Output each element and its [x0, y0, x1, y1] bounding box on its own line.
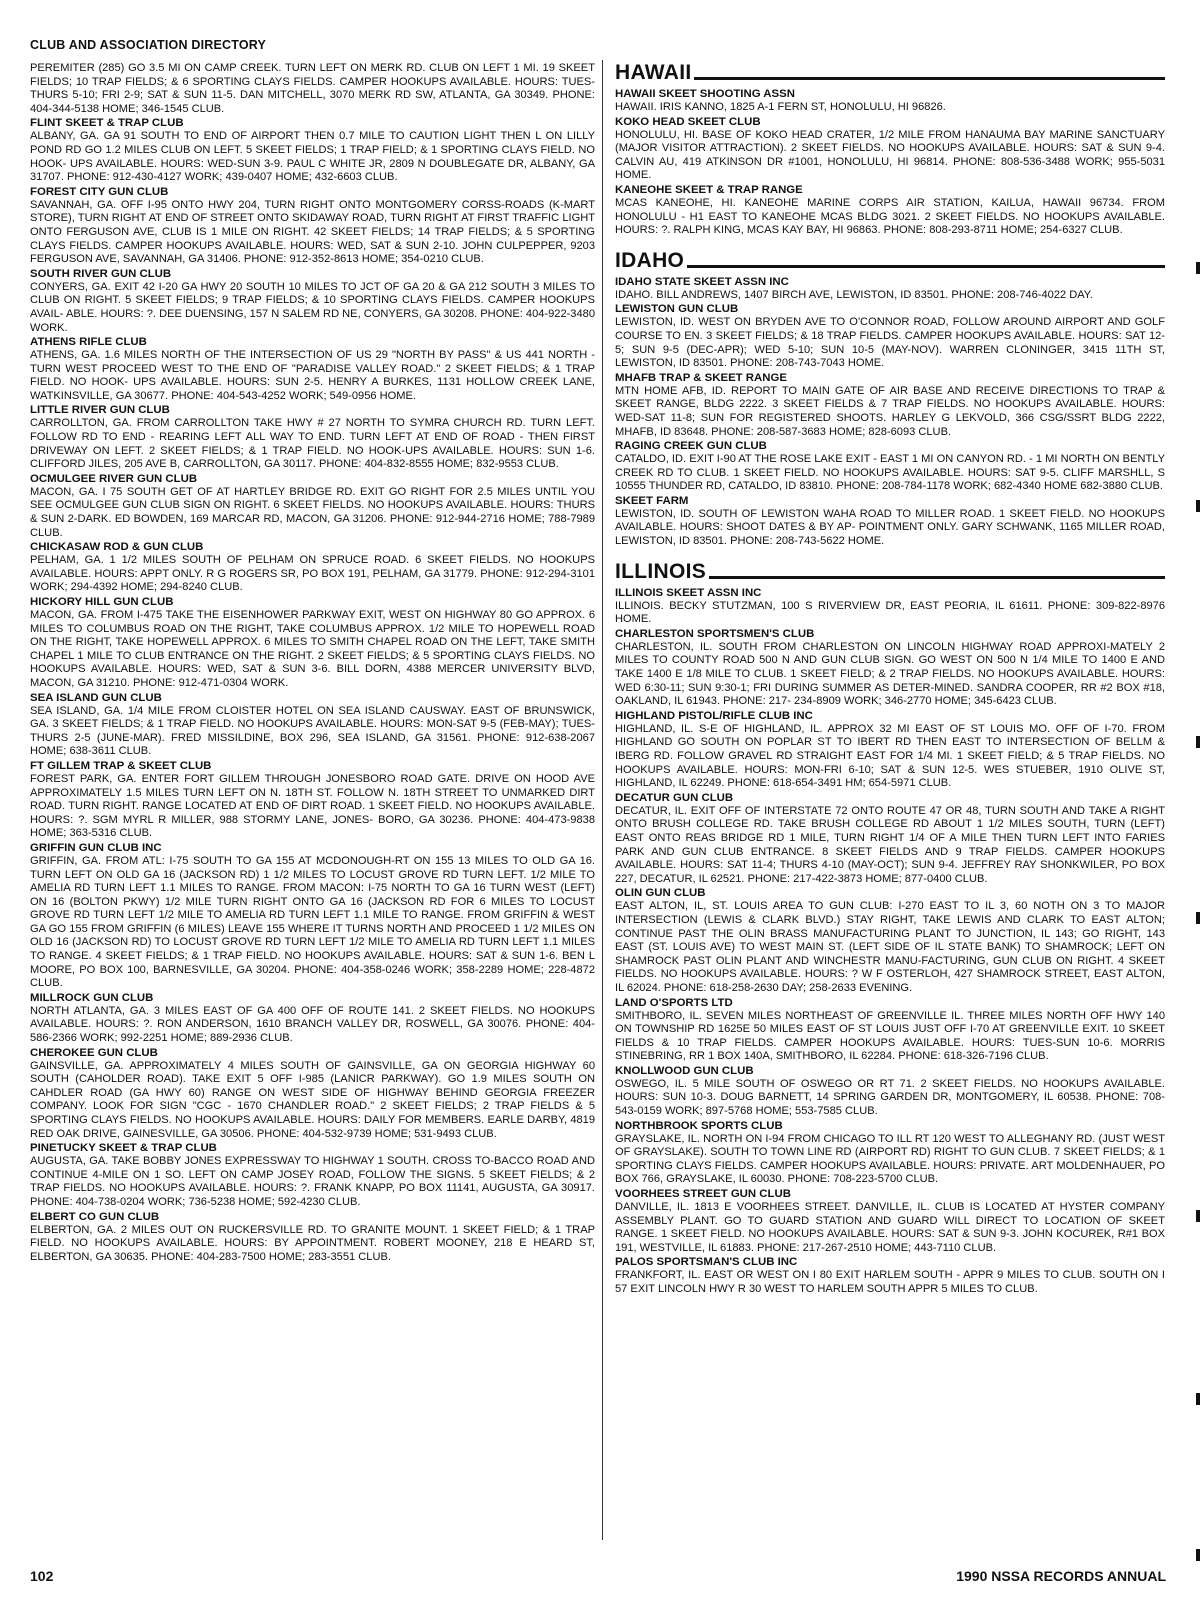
- club-entry: [615, 710, 1165, 791]
- club-name: DECATUR GUN CLUB: [615, 791, 734, 804]
- state-heading: [615, 250, 1165, 272]
- club-details: CARROLLTON, GA. FROM CARROLLTON TAKE HWY # 27 NORTH TO SYMRA CHURCH RD. TURN LEFT. FOLLOW RD TO END - REARING LEFT ALL WAY TO END. TURN LEFT AT END OF ROAD - THEN FIRST DRIVEWAY ON LEFT. 2 SKEET FIELDS; & 1 TRAP FIELD. NO HOOK-UPS AVAILABLE. HOURS: SUN 1-6. CLIFFORD JILES, 205 AVE B, CARROLLTON, GA 30117. PHONE: 404-832-8555 HOME; 832-9553 CLUB.: [30, 417, 595, 471]
- club-details: PELHAM, GA. 1 1/2 MILES SOUTH OF PELHAM ON SPRUCE ROAD. 6 SKEET FIELDS. NO HOOKUPS AVAILABLE. HOURS: APPT ONLY. R G ROGERS SR, PO BOX 191, PELHAM, GA 31779. PHONE: 912-294-3101 WORK; 294-4392 HOME; 294-8240 CLUB.: [30, 554, 595, 594]
- club-entry: [30, 473, 595, 540]
- club-details: SAVANNAH, GA. OFF I-95 ONTO HWY 204, TURN RIGHT ONTO MONTGOMERY CORSS-ROADS (K-MART STORE), TURN RIGHT AT END OF STREET ONTO SKIDAWAY ROAD, TURN RIGHT AT FIRST TRAFFIC LIGHT ONTO FERGUSON AVE, CLUB IS 1 MILE ON RIGHT. 42 SKEET FIELDS; 14 TRAP FIELDS; & 5 SPORTING CLAYS FIELDS. CAMPER HOOKUPS AVAILABLE. HOURS: WED, SAT & SUN 2-10. JOHN CULPEPPER, 9203 FERGUSON AVE, SAVANNAH, GA 31406. PHONE: 912-352-8613 HOME; 354-0210 CLUB.: [30, 198, 595, 266]
- club-name: OCMULGEE RIVER GUN CLUB: [30, 472, 198, 485]
- club-details: LEWISTON, ID. WEST ON BRYDEN AVE TO O'CONNOR ROAD, FOLLOW AROUND AIRPORT AND GOLF COURSE TO EN. 3 SKEET FIELDS; & 18 TRAP FIELDS. CAMPER HOOKUPS AVAILABLE. HOURS: SAT 12-5; SUN 9-5 (DEC-APR); WED 5-10; SUN 10-5 (MAY-NOV). WARREN CLONINGER, 3415 11TH ST, LEWISTON, ID 83501. PHONE: 208-743-7043 HOME.: [615, 316, 1165, 370]
- club-entry: [30, 62, 595, 116]
- club-name: RAGING CREEK GUN CLUB: [615, 440, 767, 453]
- club-entry: [615, 184, 1165, 238]
- club-entry: [30, 1142, 595, 1209]
- club-details: ATHENS, GA. 1.6 MILES NORTH OF THE INTERSECTION OF US 29 "NORTH BY PASS" & US 441 NORTH - TURN WEST PROCEED WEST TO THE END OF "PARADISE VALLEY ROAD." 2 SKEET FIELDS; & 1 TRAP FIELD. NO HOOK- UPS AVAILABLE. HOURS: SUN 2-5. HENRY A BURKES, 1131 HOLLOW CREEK LANE, WATKINSVILLE, GA 30677. PHONE: 404-543-4252 WORK; 549-0956 HOME.: [30, 349, 595, 402]
- club-name: HIGHLAND PISTOL/RIFLE CLUB INC: [615, 709, 813, 722]
- club-name: KNOLLWOOD GUN CLUB: [615, 1064, 754, 1077]
- club-entry: [30, 760, 595, 841]
- club-details: ELBERTON, GA. 2 MILES OUT ON RUCKERSVILLE RD. TO GRANITE MOUNT. 1 SKEET FIELD; & 1 TRAP FIELD. NO HOOKUPS AVAILABLE. HOURS: BY APPOINTMENT. ROBERT MOONEY, 218 E HEARD ST, ELBERTON, GA 30635. PHONE: 404-283-7500 HOME; 283-3551 CLUB.: [30, 1223, 595, 1263]
- edge-mark: [1196, 736, 1200, 748]
- state-section: [615, 62, 1165, 238]
- club-entry: [615, 116, 1165, 183]
- edge-mark: [1196, 1549, 1200, 1561]
- edge-mark: [1196, 262, 1200, 274]
- publication-title: 1990 NSSA RECORDS ANNUAL: [956, 1568, 1166, 1584]
- club-details: MACON, GA. I 75 SOUTH GET OF AT HARTLEY BRIDGE RD. EXIT GO RIGHT FOR 2.5 MILES UNTIL YOU SEE OCMULGEE GUN CLUB SIGN ON RIGHT. 6 SKEET FIELDS. NO HOOKUPS AVAILABLE. HOURS: THURS & SUN 2-DARK. ED BOWDEN, 169 MARCAR RD, MACON, GA 31206. PHONE: 912-944-2716 HOME; 788-7989 CLUB.: [30, 485, 595, 539]
- left-column: [30, 62, 595, 1265]
- club-name: CHARLESTON SPORTSMEN'S CLUB: [615, 627, 815, 640]
- club-details: DECATUR, IL. EXIT OFF OF INTERSTATE 72 ONTO ROUTE 47 OR 48, TURN SOUTH AND TAKE A RIGHT ONTO BRUSH COLLEGE RD. TAKE BRUSH COLLEGE RD ABOUT 1 1/2 MILES SOUTH, TURN (LEFT) EAST ONTO REAS BRIDGE RD 1 MILE, TURN RIGHT 1/4 OF A MILE THEN TURN LEFT INTO FARIES PARK AND GUN CLUB ENTRANCE. 8 SKEET FIELDS AND 9 TRAP FIELDS. CAMPER HOOKUPS AVAILABLE. HOURS: SAT 11-4; THURS 4-10 (MAY-OCT); SUN 9-4. JEFFREY RAY SHONKWILER, PO BOX 227, DECATUR, IL 62521. PHONE: 217-422-3873 HOME; 877-0400 CLUB.: [615, 804, 1165, 885]
- club-details: MTN HOME AFB, ID. REPORT TO MAIN GATE OF AIR BASE AND RECEIVE DIRECTIONS TO TRAP & SKEET RANGE, BLDG 2222. 3 SKEET FIELDS & 7 TRAP FIELDS. NO HOOKUPS AVAILABLE. HOURS: WED-SAT 11-8; SUN FOR REGISTERED SHOOTS. HARLEY G LEKVOLD, 366 CSG/SSRT BLDG 2222, MHAFB, ID 83648. PHONE: 208-587-3683 HOME; 828-6093 CLUB.: [615, 384, 1165, 438]
- club-details: FRANKFORT, IL. EAST OR WEST ON I 80 EXIT HARLEM SOUTH - APPR 9 MILES TO CLUB. SOUTH ON I 57 EXIT LINCOLN HWY R 30 WEST TO HARLEM SOUTH APPR 5 MILES TO CLUB.: [615, 1269, 1165, 1295]
- state-section: [615, 561, 1165, 1297]
- club-entry: [615, 887, 1165, 995]
- club-name: OLIN GUN CLUB: [615, 887, 706, 900]
- right-column: [615, 62, 1165, 1309]
- club-name: ILLINOIS SKEET ASSN INC: [615, 586, 762, 599]
- club-details: LEWISTON, ID. SOUTH OF LEWISTON WAHA ROAD TO MILLER ROAD. 1 SKEET FIELD. NO HOOKUPS AVAILABLE. HOURS: SHOOT DATES & BY AP- POINTMENT ONLY. GARY SCHWANK, 1165 MILLER ROAD, LEWISTON, ID 83501. PHONE: 208-743-5622 HOME.: [615, 507, 1165, 548]
- club-entry: [615, 303, 1165, 370]
- club-name: ELBERT CO GUN CLUB: [30, 1210, 160, 1223]
- club-name: ATHENS RIFLE CLUB: [30, 336, 147, 349]
- club-name: CHICKASAW ROD & GUN CLUB: [30, 541, 204, 554]
- club-name: LITTLE RIVER GUN CLUB: [30, 404, 170, 417]
- state-rule: [687, 265, 1165, 268]
- club-name: PINETUCKY SKEET & TRAP CLUB: [30, 1142, 217, 1155]
- club-name: SEA ISLAND GUN CLUB: [30, 691, 162, 704]
- club-name: HICKORY HILL GUN CLUB: [30, 596, 174, 608]
- club-entry: [615, 1065, 1165, 1119]
- club-entry: [30, 186, 595, 267]
- page-number: 102: [30, 1568, 54, 1584]
- club-entry: [615, 1188, 1165, 1255]
- column-divider: [602, 60, 603, 1540]
- club-name: CHEROKEE GUN CLUB: [30, 1046, 158, 1059]
- club-details: HONOLULU, HI. BASE OF KOKO HEAD CRATER, 1/2 MILE FROM HANAUMA BAY MARINE SANCTUARY (MAJOR VISITOR ATTRACTION). 2 SKEET FIELDS. NO HOOKUPS AVAILABLE. HOURS: SAT & SUN 9-4. CALVIN AU, 419 ATKINSON DR #1001, HONOLULU, HI 96814. PHONE: 808-536-3488 WORK; 955-5031 HOME.: [615, 128, 1165, 182]
- club-entry: [30, 268, 595, 335]
- club-entry: [615, 276, 1165, 303]
- club-name: SOUTH RIVER GUN CLUB: [30, 267, 172, 280]
- state-name: IDAHO: [615, 248, 685, 272]
- club-details: GRIFFIN, GA. FROM ATL: I-75 SOUTH TO GA 155 AT MCDONOUGH-RT ON 155 13 MILES TO OLD GA 16. TURN LEFT ON OLD GA 16 (JACKSON RD) 1 1/2 MILES TO LOCUST GROVE RD TURN LEFT. 1/2 MILE TO AMELIA RD TURN LEFT 1.1 MILES TO RANGE. FROM MACON: I-75 NORTH TO GA 16 TURN WEST (LEFT) ON 16 (BOLTON PKWY) 1/2 MILE TURN RIGHT ONTO GA 16 (JACKSON RD FOR 6 MILES TO LOCUST GROVE RD TURN LEFT 1/2 MILE TO AMELIA RD TURN LEFT 1.1 MILE TO RANGE. FROM GRIFFIN & WEST GA GO 155 FROM GRIFFIN (6 MILES) LEAVE 155 WHERE IT TURNS NORTH AND PROCEED 1 1/2 MILES ON OLD 16 (JACKSON RD) TO LOCUST GROVE RD TURN LEFT 1/2 MILE TO AMELIA RD TURN LEFT 1.1 MILES TO RANGE. 4 SKEET FIELDS; & 1 TRAP FIELD. NO HOOKUPS AVAILABLE. HOURS: SAT & SUN 1-6. BEN L MOORE, PO BOX 100, BARNESVILLE, GA 30204. PHONE: 404-358-0246 WORK; 358-2289 HOME; 228-4872 CLUB.: [30, 854, 595, 990]
- club-name: HAWAII SKEET SHOOTING ASSN: [615, 88, 795, 100]
- directory-header: CLUB AND ASSOCIATION DIRECTORY: [30, 38, 267, 52]
- club-details: ILLINOIS. BECKY STUTZMAN, 100 S RIVERVIEW DR, EAST PEORIA, IL 61611. PHONE: 309-822-8976 HOME.: [615, 599, 1165, 626]
- club-details: PEREMITER (285) GO 3.5 MI ON CAMP CREEK. TURN LEFT ON MERK RD. CLUB ON LEFT 1 MI. 19 SKEET FIELDS; 10 TRAP FIELDS; & 6 SPORTING CLAYS FIELDS. CAMPER HOOKUPS AVAILABLE. HOURS: TUES-THURS 5-10; FRI 2-9; SAT & SUN 11-5. DAN MITCHELL, 3070 MERK RD SW, ATLANTA, GA 30349. PHONE: 404-344-5138 HOME; 346-1545 CLUB.: [30, 62, 595, 115]
- club-entry: [30, 117, 595, 184]
- club-name: FOREST CITY GUN CLUB: [30, 185, 169, 198]
- club-entry: [615, 372, 1165, 439]
- edge-mark: [1196, 500, 1200, 512]
- club-details: GAINSVILLE, GA. APPROXIMATELY 4 MILES SOUTH OF GAINSVILLE, GA ON GEORGIA HIGHWAY 60 SOUTH (CAHOLDER ROAD). TAKE EXIT 5 OFF I-985 (LANICR PARKWAY). GO 1.9 MILES SOUTH ON CAHDLER ROAD (GA HWY 60) RANGE ON WEST SIDE OF HIGHWAY BEHIND GEORGIA FREEZER COMPANY. LOOK FOR SIGN "CGC - 1670 CHANDLER ROAD." 2 SKEET FIELDS; 2 TRAP FIELDS & 5 SPORTING CLAYS FIELDS. NO HOOKUPS AVAILABLE. HOURS: DAILY FOR MEMBERS. EARLE DARBY, 4819 RED OAK DRIVE, GAINESVILLE, GA 30506. PHONE: 404-532-9739 HOME; 531-9493 CLUB.: [30, 1059, 595, 1140]
- club-entry: [615, 1120, 1165, 1187]
- club-entry: [30, 541, 595, 595]
- state-rule: [709, 576, 1165, 579]
- edge-mark: [1196, 1393, 1200, 1405]
- club-name: GRIFFIN GUN CLUB INC: [30, 841, 162, 854]
- club-details: FOREST PARK, GA. ENTER FORT GILLEM THROUGH JONESBORO ROAD GATE. DRIVE ON HOOD AVE APPROXIMATELY 1.5 MILES TURN LEFT ON N. 18TH ST. FOLLOW N. 18TH STREET TO UNMARKED DIRT ROAD. TURN RIGHT. RANGE LOCATED AT END OF DIRT ROAD. 1 SKEET FIELD. NO HOOKUPS AVAILABLE. HOURS: ?. SGM MYRL R MILLER, 988 STORMY LANE, JONES- BORO, GA 30236. PHONE: 404-473-9838 HOME; 363-5316 CLUB.: [30, 772, 595, 840]
- club-entry: [30, 336, 595, 403]
- club-entry: [615, 997, 1165, 1064]
- club-details: HIGHLAND, IL. S-E OF HIGHLAND, IL. APPROX 32 MI EAST OF ST LOUIS MO. OFF OF I-70. FROM HIGHLAND GO SOUTH ON POPLAR ST TO IBERT RD THEN EAST TO INTERSECTION OF BELLM & IBERG RD. FOLLOW GRAVEL RD STRAIGHT EAST FOR 1/4 MI. 1 SKEET FIELD; & 5 TRAP FIELDS. NO HOOKUPS AVAILABLE. HOURS: MON-FRI 6-10; SAT & SUN 12-5. WES STUEBER, 1910 OLIVE ST, HIGHLAND, IL 62249. PHONE: 618-654-3491 HM; 654-5971 CLUB.: [615, 722, 1165, 790]
- club-entry: [30, 992, 595, 1046]
- club-details: EAST ALTON, IL, ST. LOUIS AREA TO GUN CLUB: I-270 EAST TO IL 3, 60 NOTH ON 3 TO MAJOR INTERSECTION (LEWIS & CLARK BLVD.) STAY RIGHT, TAKE LEWIS AND CLARK TO EAST ALTON; CONTINUE PAST THE OLIN BRASS MANUFACTURING PLANT TO JUNCTION, IL 143; GO RIGHT, 143 EAST (ST. LOUIS AVE) TO WEST MAIN ST. (LEFT SIDE OF IL STATE BANK) TO SHAMROCK; LEFT ON SHAMROCK PAST OLIN PLANT AND WINCHESTR MANU-FACTURING, GUN CLUB ON RIGHT. 4 SKEET FIELDS. NO HOOKUPS AVAILABLE. HOURS: ? W F OSTERLOH, 427 SHAMROCK STREET, EAST ALTON, IL 62024. PHONE: 618-258-2630 DAY; 258-2633 EVENING.: [615, 900, 1165, 994]
- state-rule: [694, 77, 1165, 80]
- club-entry: [615, 88, 1165, 115]
- club-entry: [30, 842, 595, 991]
- club-entry: [30, 1211, 595, 1265]
- club-entry: [615, 587, 1165, 627]
- edge-mark: [1196, 912, 1200, 924]
- club-entry: [615, 495, 1165, 549]
- club-name: KOKO HEAD SKEET CLUB: [615, 115, 761, 128]
- club-name: LAND O'SPORTS LTD: [615, 996, 733, 1009]
- state-section: [615, 250, 1165, 549]
- club-details: IDAHO. BILL ANDREWS, 1407 BIRCH AVE, LEWISTON, ID 83501. PHONE: 208-746-4022 DAY.: [615, 288, 1093, 301]
- club-details: CATALDO, ID. EXIT I-90 AT THE ROSE LAKE EXIT - EAST 1 MI ON CANYON RD. - 1 MI NORTH ON BENTLY CREEK RD TO CLUB. 1 SKEET FIELD. NO HOOKUPS AVAILABLE. HOURS: SAT 9-5. CLIFF MARSHLL, S 10555 THUNDER RD, CATALDO, ID 83810. PHONE: 208-784-1178 WORK; 682-4340 HOME 682-3880 CLUB.: [615, 453, 1165, 493]
- club-name: KANEOHE SKEET & TRAP RANGE: [615, 183, 803, 196]
- club-entry: [30, 1047, 595, 1142]
- club-name: IDAHO STATE SKEET ASSN INC: [615, 275, 789, 288]
- club-name: FLINT SKEET & TRAP CLUB: [30, 117, 184, 130]
- club-entry: [30, 692, 595, 759]
- club-entry: [30, 404, 595, 471]
- club-details: AUGUSTA, GA. TAKE BOBBY JONES EXPRESSWAY TO HIGHWAY 1 SOUTH. CROSS TO-BACCO ROAD AND CONTINUE 4-MILE ON 1 SO. LEFT ON CAMP JOSEY ROAD, FOLLOW THE SIGNS. 5 SKEET FIELDS; & 2 TRAP FIELDS. NO HOOKUPS AVAILABLE. HOURS: ?. FRANK KNAPP, PO BOX 11141, AUGUSTA, GA 30917. PHONE: 404-738-0204 WORK; 736-5238 HOME; 592-4230 CLUB.: [30, 1155, 595, 1208]
- club-details: CONYERS, GA. EXIT 42 I-20 GA HWY 20 SOUTH 10 MILES TO JCT OF GA 20 & GA 212 SOUTH 3 MILES TO CLUB ON RIGHT. 5 SKEET FIELDS; 9 TRAP FIELDS; & 10 SPORTING CLAYS FIELDS. CAMPER HOOKUPS AVAIL- ABLE. HOURS: ?. DEE DUENSING, 157 N SALEM RD NE, CONYERS, GA 30208. PHONE: 404-922-3480 WORK.: [30, 280, 595, 334]
- club-name: PALOS SPORTSMAN'S CLUB INC: [615, 1256, 798, 1269]
- club-entry: [615, 1256, 1165, 1296]
- state-name: HAWAII: [615, 61, 692, 84]
- club-name: MILLROCK GUN CLUB: [30, 991, 154, 1004]
- club-details: MCAS KANEOHE, HI. KANEOHE MARINE CORPS AIR STATION, KAILUA, HAWAII 96734. FROM HONOLULU - H1 EAST TO KANEOHE MCAS BLDG 3021. 2 SKEET FIELDS. NO HOOKUPS AVAILABLE. HOURS: ?. RALPH KING, MCAS KAY BAY, HI 96863. PHONE: 808-293-8711 HOME; 254-6327 CLUB.: [615, 196, 1165, 237]
- club-name: VOORHEES STREET GUN CLUB: [615, 1188, 791, 1201]
- club-entry: [30, 596, 595, 691]
- club-name: LEWISTON GUN CLUB: [615, 303, 739, 316]
- club-entry: [615, 628, 1165, 709]
- club-entry: [615, 440, 1165, 494]
- club-entry: [615, 792, 1165, 887]
- club-details: CHARLESTON, IL. SOUTH FROM CHARLESTON ON LINCOLN HIGHWAY ROAD APPROXI-MATELY 2 MILES TO COUNTY ROAD 500 N AND GUN CLUB SIGN. GO WEST ON 500 N 1/4 MILE TO 1400 E AND TAKE 1400 E 1/8 MILE TO CLUB. 1 SKEET FIELD; & 2 TRAP FIELDS. NO HOOKUPS AVAILABLE. HOURS: WED 6:30-11; SUN 9:30-1; FRI DURING SUMMER AS DETER-MINED. SANDRA COOPER, RR #2 BOX #18, OAKLAND, IL 61943. PHONE: 217- 234-8909 WORK; 346-2770 HOME; 345-6423 CLUB.: [615, 640, 1165, 708]
- club-details: MACON, GA. FROM I-475 TAKE THE EISENHOWER PARKWAY EXIT, WEST ON HIGHWAY 80 GO APPROX. 6 MILES TO COLUMBUS ROAD ON THE RIGHT, TAKE COLUMBUS APPROX. 1/2 MILE TO HOPEWELL ROAD ON THE RIGHT, TAKE HOPEWELL APPROX. 6 MILES TO SMITH CHAPEL ROAD ON THE LEFT, TAKE SMITH CHAPEL 1 MILE TO CLUB ENTRANCE ON THE RIGHT. 2 SKEET FIELDS; & 5 SPORTING CLAYS FIELDS. NO HOOKUPS AVAILABLE. HOURS: WED, SAT & SUN 3-6. BILL DORN, 4388 MERCER UNIVERSITY BLVD, MACON, GA 31210. PHONE: 912-471-0304 WORK.: [30, 609, 595, 689]
- club-name: NORTHBROOK SPORTS CLUB: [615, 1119, 783, 1132]
- club-details: OSWEGO, IL. 5 MILE SOUTH OF OSWEGO OR RT 71. 2 SKEET FIELDS. NO HOOKUPS AVAILABLE. HOURS: SUN 10-3. DOUG BARNETT, 14 SPRING GARDEN DR, MONTGOMERY, IL 60538. PHONE: 708-543-0159 WORK; 897-5768 HOME; 553-7585 CLUB.: [615, 1077, 1165, 1118]
- club-details: HAWAII. IRIS KANNO, 1825 A-1 FERN ST, HONOLULU, HI 96826.: [615, 101, 946, 113]
- club-details: GRAYSLAKE, IL. NORTH ON I-94 FROM CHICAGO TO ILL RT 120 WEST TO ALLEGHANY RD. (JUST WEST OF GRAYSLAKE). SOUTH TO TOWN LINE RD (AIRPORT RD) RIGHT TO GUN CLUB. 7 SKEET FIELDS; & 1 SPORTING CLAYS FIELDS. CAMPER HOOKUPS AVAILABLE. HOURS: PRIVATE. ART MOLDENHAUER, PO BOX 766, GRAYSLAKE, IL 60030. PHONE: 708-223-5700 CLUB.: [615, 1132, 1165, 1186]
- club-details: SEA ISLAND, GA. 1/4 MILE FROM CLOISTER HOTEL ON SEA ISLAND CAUSWAY. EAST OF BRUNSWICK, GA. 3 SKEET FIELDS; & 1 TRAP FIELD. NO HOOKUPS AVAILABLE. HOURS: MON-SAT 9-5 (FEB-MAY); TUES-THURS 2-5 (JUNE-MAR). FRED MISSILDINE, BOX 296, SEA ISLAND, GA 31561. PHONE: 912-638-2067 HOME; 638-3611 CLUB.: [30, 704, 595, 758]
- state-heading: [615, 561, 1165, 583]
- club-details: DANVILLE, IL. 1813 E VOORHEES STREET. DANVILLE, IL. CLUB IS LOCATED AT HYSTER COMPANY ASSEMBLY PLANT. GO TO GUARD STATION AND GUARD WILL DIRECT TO LOCATION OF SKEET RANGE. 1 SKEET FIELD. NO HOOKUPS AVAILABLE. HOURS: SAT & SUN 9-3. JOHN KOCUREK, R#1 BOX 191, WESTVILLE, IL 61883. PHONE: 217-267-2510 HOME; 443-7110 CLUB.: [615, 1201, 1165, 1254]
- club-details: ALBANY, GA. GA 91 SOUTH TO END OF AIRPORT THEN 0.7 MILE TO CAUTION LIGHT THEN L ON LILLY POND RD GO 1.2 MILES CLUB ON LEFT. 5 SKEET FIELDS; 1 TRAP FIELD; & 1 SPORTING CLAYS FIELD. NO HOOK- UPS AVAILABLE. HOURS: WED-SUN 3-9. PAUL C WHITE JR, 2809 N DOUBLEGATE DR, ALBANY, GA 31707. PHONE: 912-430-4127 WORK; 439-0407 HOME; 432-6603 CLUB.: [30, 130, 595, 184]
- club-details: NORTH ATLANTA, GA. 3 MILES EAST OF GA 400 OFF OF ROUTE 141. 2 SKEET FIELDS. NO HOOKUPS AVAILABLE. HOURS: ?. RON ANDERSON, 1610 BRANCH VALLEY DR, ROSWELL, GA 30076. PHONE: 404-586-2366 WORK; 992-2251 HOME; 889-2936 CLUB.: [30, 1004, 595, 1045]
- edge-mark: [1196, 1210, 1200, 1222]
- club-details: SMITHBORO, IL. SEVEN MILES NORTHEAST OF GREENVILLE IL. THREE MILES NORTH OFF HWY 140 ON TOWNSHIP RD 1625E 50 MILES EAST OF ST LOUIS JUST OFF I-70 AT GREENVILLE EXIT. 10 SKEET FIELDS & 10 TRAP FIELDS. CAMPER HOOKUPS AVAILABLE. HOURS: TUES-SUN 10-6. MORRIS STINEBRING, RR 1 BOX 140A, SMITHBORO, IL 62284. PHONE: 618-326-7196 CLUB.: [615, 1009, 1165, 1063]
- club-name: FT GILLEM TRAP & SKEET CLUB: [30, 759, 212, 772]
- state-heading: [615, 62, 1165, 84]
- state-name: ILLINOIS: [615, 559, 707, 583]
- club-name: MHAFB TRAP & SKEET RANGE: [615, 371, 787, 384]
- club-name: SKEET FARM: [615, 494, 689, 507]
